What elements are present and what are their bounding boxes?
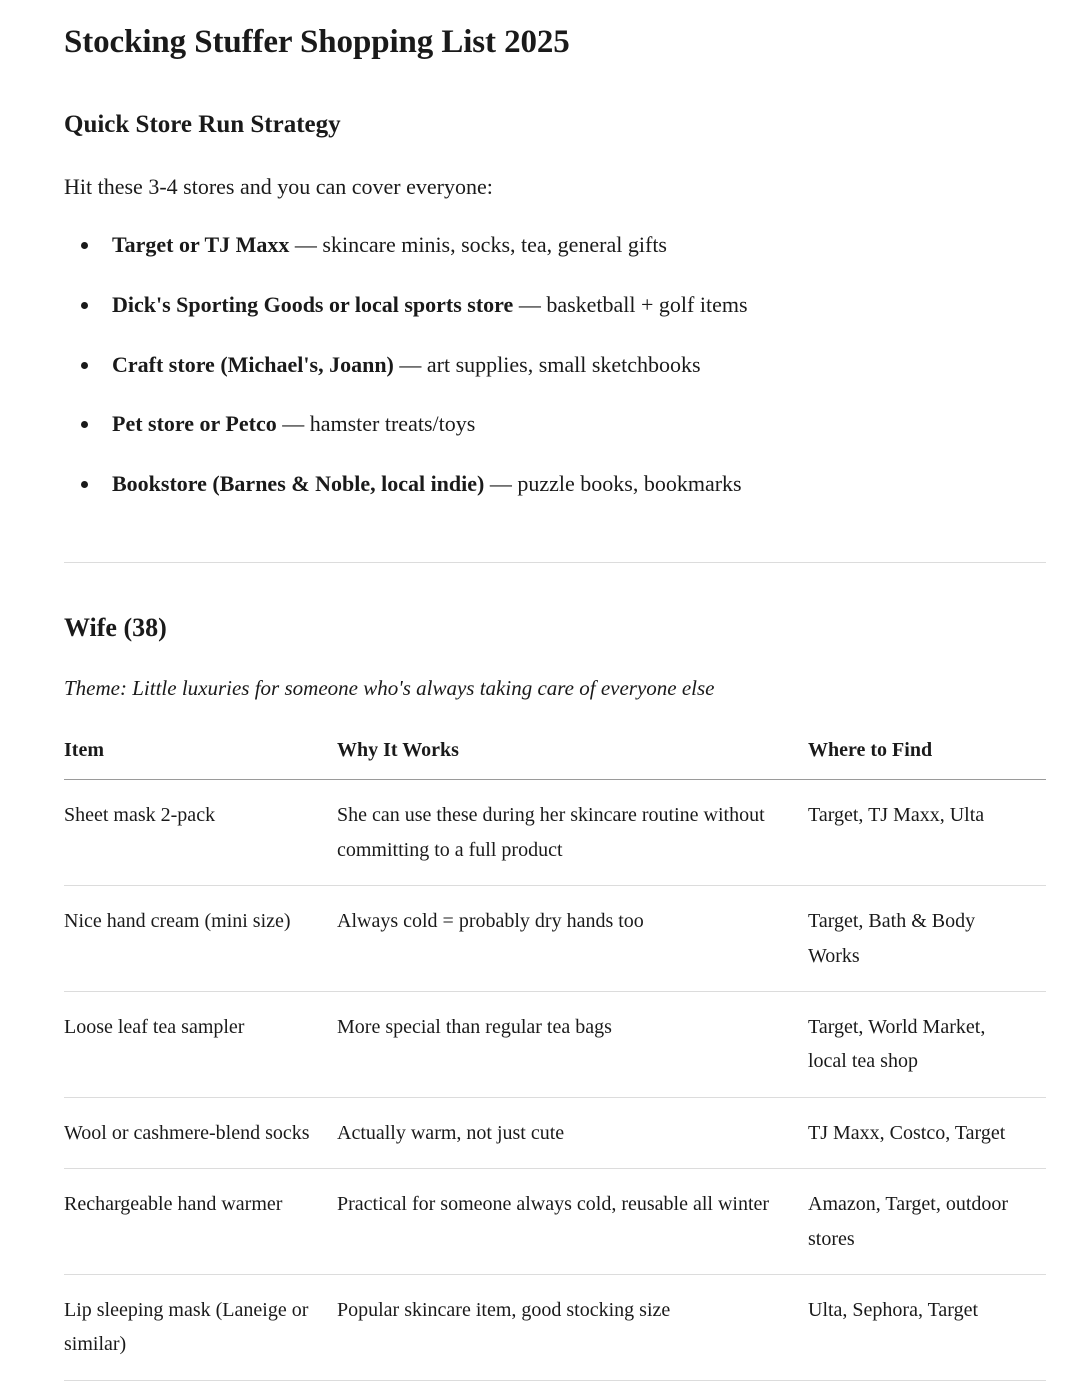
store-name: Dick's Sporting Goods or local sports store — [112, 291, 514, 317]
list-item — [64, 408, 1046, 440]
list-item — [64, 289, 1046, 321]
column-header-why-it-works: Why It Works — [337, 739, 808, 780]
bullet-icon — [81, 242, 88, 249]
store-name: Target or TJ Maxx — [112, 231, 290, 257]
list-item — [64, 468, 1046, 500]
store-detail: basketball + golf items — [546, 291, 748, 317]
cell-where-to-find: Target, World Market, local tea shop — [808, 992, 1046, 1098]
cell-where-to-find: Ulta, Sephora, Target — [808, 1274, 1046, 1380]
cell-item: Sheet mask 2-pack — [64, 780, 337, 886]
bullet-icon — [81, 362, 88, 369]
section-divider — [64, 562, 1046, 563]
list-item — [64, 229, 1046, 261]
table-row — [64, 1274, 1046, 1380]
table-row — [64, 992, 1046, 1098]
cell-item: Nice hand cream (mini size) — [64, 886, 337, 992]
cell-why-it-works: She can use these during her skincare routine without committing to a full product — [337, 780, 808, 886]
cell-item: Wool or cashmere-blend socks — [64, 1097, 337, 1168]
store-dash: — — [289, 231, 323, 257]
store-name: Pet store or Petco — [112, 411, 277, 437]
cell-item: Loose leaf tea sampler — [64, 992, 337, 1098]
strategy-lead-text: Hit these 3-4 stores and you can cover everyone: — [64, 173, 493, 199]
store-dash: — — [276, 411, 310, 437]
column-header-where-to-find: Where to Find — [808, 739, 1046, 780]
cell-why-it-works: Popular skincare item, good stocking size — [337, 1274, 808, 1380]
column-header-item: Item — [64, 739, 337, 780]
store-name: Bookstore (Barnes & Noble, local indie) — [112, 471, 485, 497]
store-detail: hamster treats/toys — [309, 411, 476, 437]
table-row — [64, 1169, 1046, 1275]
cell-where-to-find: TJ Maxx, Costco, Target — [808, 1097, 1046, 1168]
store-dash: — — [513, 291, 547, 317]
cell-why-it-works: Always cold = probably dry hands too — [337, 886, 808, 992]
bullet-icon — [81, 421, 88, 428]
cell-where-to-find: Target, TJ Maxx, Ulta — [808, 780, 1046, 886]
theme-line: Theme: Little luxuries for someone who's always taking care of everyone else — [64, 676, 715, 700]
table-row — [64, 780, 1046, 886]
table-row — [64, 886, 1046, 992]
section-heading-strategy: Quick Store Run Strategy — [64, 111, 341, 139]
cell-item: Lip sleeping mask (Laneige or similar) — [64, 1274, 337, 1380]
store-dash: — — [484, 471, 518, 497]
cell-why-it-works: Actually warm, not just cute — [337, 1097, 808, 1168]
store-list — [64, 229, 1046, 500]
table-header-row — [64, 739, 1046, 780]
gift-table-head — [64, 739, 1046, 780]
store-detail: puzzle books, bookmarks — [517, 471, 742, 497]
cell-item: Rechargeable hand warmer — [64, 1169, 337, 1275]
gift-table-body — [64, 780, 1046, 1380]
store-name: Craft store (Michael's, Joann) — [112, 351, 394, 377]
table-row — [64, 1097, 1046, 1168]
cell-where-to-find: Target, Bath & Body Works — [808, 886, 1046, 992]
cell-why-it-works: More special than regular tea bags — [337, 992, 808, 1098]
gift-table — [64, 739, 1046, 1380]
person-heading-wife: Wife (38) — [64, 613, 167, 643]
store-detail: skincare minis, socks, tea, general gifts — [322, 231, 667, 257]
list-item — [64, 349, 1046, 381]
page-title: Stocking Stuffer Shopping List 2025 — [64, 24, 570, 60]
store-detail: art supplies, small sketchbooks — [426, 351, 701, 377]
cell-why-it-works: Practical for someone always cold, reusable all winter — [337, 1169, 808, 1275]
cell-where-to-find: Amazon, Target, outdoor stores — [808, 1169, 1046, 1275]
store-dash: — — [393, 351, 427, 377]
bullet-icon — [81, 302, 88, 309]
bullet-icon — [81, 481, 88, 488]
